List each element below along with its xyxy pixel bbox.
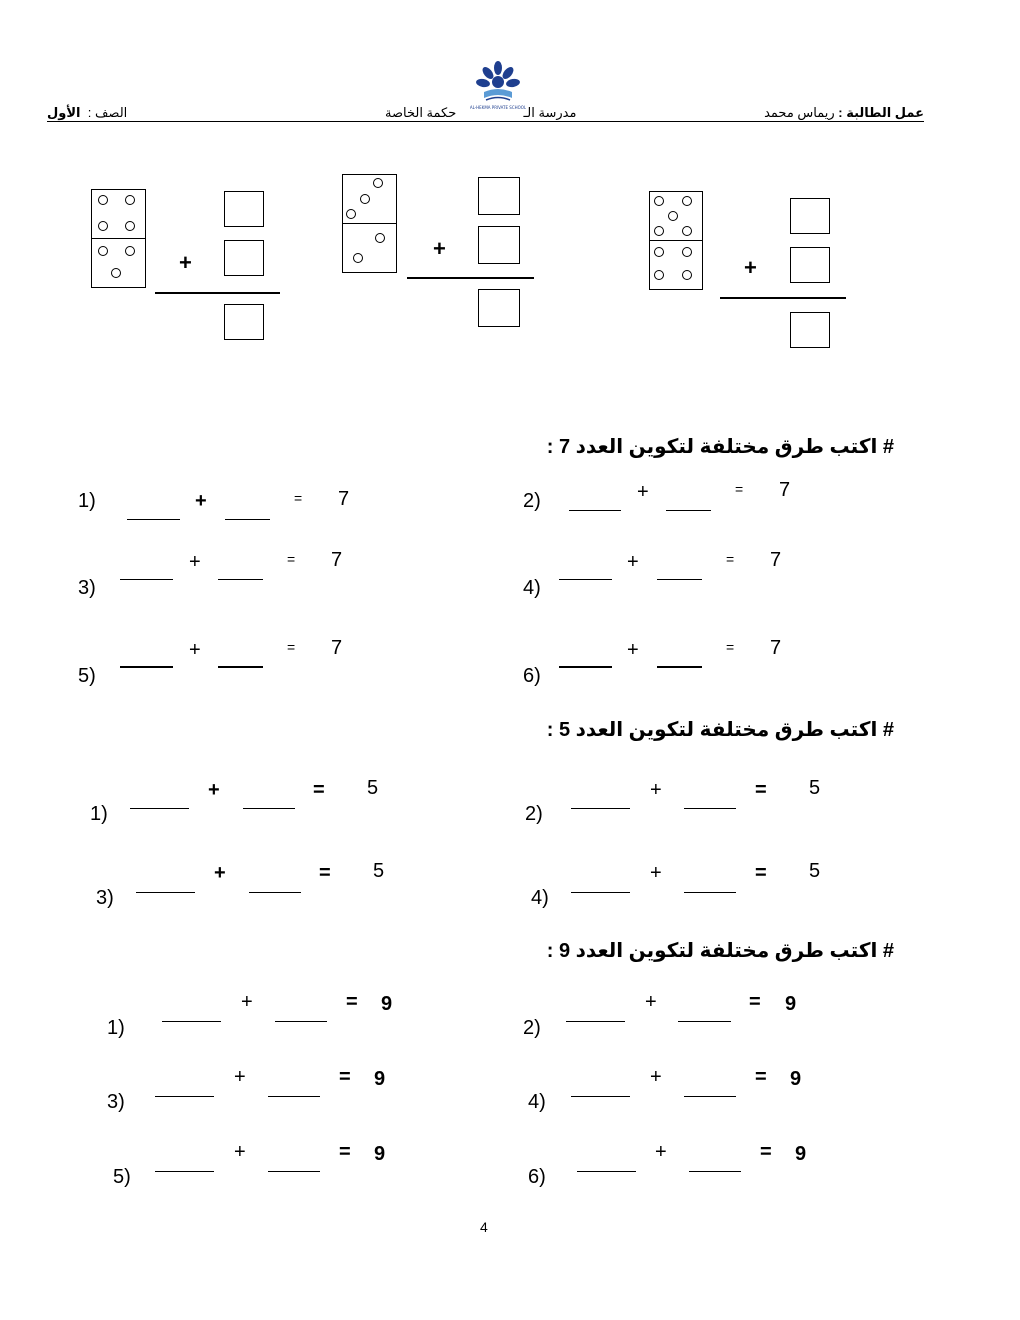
- row-label: 6): [523, 665, 541, 687]
- plus-sign: +: [195, 490, 207, 512]
- target-value: 9: [374, 1143, 386, 1165]
- row-label: 3): [107, 1091, 125, 1113]
- equals-sign: =: [339, 1066, 351, 1088]
- domino-card: [342, 174, 397, 273]
- target-value: 9: [381, 993, 393, 1015]
- grade-info: [47, 105, 127, 121]
- sum-line: [720, 297, 846, 299]
- equals-sign: =: [755, 1066, 767, 1088]
- page-number: 4: [480, 1219, 488, 1235]
- equals-sign: =: [294, 490, 303, 506]
- target-value: 5: [809, 777, 821, 799]
- school-prefix: مدرسة الـ: [523, 105, 577, 120]
- answer-blank[interactable]: [666, 510, 711, 511]
- row-label: 5): [78, 665, 96, 687]
- answer-blank[interactable]: [684, 808, 736, 809]
- answer-blank[interactable]: [120, 579, 173, 580]
- target-value: 7: [331, 637, 343, 659]
- answer-blank[interactable]: [225, 519, 270, 520]
- school-logo: [470, 58, 526, 120]
- plus-sign: +: [744, 255, 757, 280]
- target-value: 7: [338, 488, 350, 510]
- answer-blank[interactable]: [275, 1021, 327, 1022]
- equals-sign: =: [287, 639, 296, 655]
- pip: [373, 178, 383, 188]
- pip: [360, 194, 370, 204]
- row-label: 1): [90, 803, 108, 825]
- plus-sign: +: [189, 551, 201, 573]
- target-value: 7: [331, 549, 343, 571]
- equals-sign: =: [339, 1141, 351, 1163]
- answer-box[interactable]: [790, 312, 830, 348]
- row-label: 4): [523, 577, 541, 599]
- target-value: 7: [770, 549, 782, 571]
- answer-blank[interactable]: [566, 1021, 625, 1022]
- row-label: 6): [528, 1166, 546, 1188]
- logo-text: AL-HEKMA PRIVATE SCHOOL: [470, 105, 526, 110]
- plus-sign: +: [645, 991, 657, 1013]
- pip: [682, 226, 692, 236]
- row-label: 1): [107, 1017, 125, 1039]
- equals-sign: =: [287, 551, 296, 567]
- answer-box[interactable]: [478, 289, 520, 327]
- pip: [111, 268, 121, 278]
- plus-sign: +: [179, 250, 192, 275]
- target-value: 9: [374, 1068, 386, 1090]
- answer-blank[interactable]: [249, 892, 301, 893]
- pip: [98, 195, 108, 205]
- school-name-text: حكمة الخاصة: [385, 105, 457, 120]
- target-value: 7: [770, 637, 782, 659]
- row-label: 2): [523, 490, 541, 512]
- pip: [682, 196, 692, 206]
- answer-blank[interactable]: [155, 1096, 214, 1097]
- target-value: 5: [373, 860, 385, 882]
- row-label: 3): [96, 887, 114, 909]
- target-value: 7: [779, 479, 791, 501]
- row-label: 2): [525, 803, 543, 825]
- equals-sign: =: [313, 779, 325, 801]
- answer-blank[interactable]: [162, 1021, 221, 1022]
- answer-blank[interactable]: [689, 1171, 741, 1172]
- pip: [125, 195, 135, 205]
- answer-blank[interactable]: [155, 1171, 214, 1172]
- pip: [654, 270, 664, 280]
- answer-box[interactable]: [478, 177, 520, 215]
- pip: [682, 247, 692, 257]
- section-title-7: # اكتب طرق مختلفة لتكوين العدد 7 :: [546, 436, 894, 458]
- target-value: 5: [367, 777, 379, 799]
- plus-sign: +: [637, 481, 649, 503]
- pip: [125, 221, 135, 231]
- answer-blank[interactable]: [218, 666, 263, 668]
- answer-blank[interactable]: [684, 892, 736, 893]
- plus-sign: +: [650, 1066, 662, 1088]
- sum-line: [155, 292, 280, 294]
- plus-sign: +: [208, 779, 220, 801]
- plus-sign: +: [214, 862, 226, 884]
- equals-sign: =: [346, 991, 358, 1013]
- pip: [654, 226, 664, 236]
- equals-sign: =: [749, 991, 761, 1013]
- answer-blank[interactable]: [657, 666, 702, 668]
- pip: [654, 247, 664, 257]
- answer-blank[interactable]: [559, 579, 612, 580]
- answer-blank[interactable]: [130, 808, 189, 809]
- pip: [654, 196, 664, 206]
- sum-line: [407, 277, 534, 279]
- plus-sign: +: [655, 1141, 667, 1163]
- plus-sign: +: [627, 551, 639, 573]
- domino-card: [91, 189, 146, 288]
- row-label: 3): [78, 577, 96, 599]
- equals-sign: =: [319, 862, 331, 884]
- section-title-9: # اكتب طرق مختلفة لتكوين العدد 9 :: [546, 940, 894, 962]
- pip: [98, 221, 108, 231]
- domino-card: [649, 191, 703, 290]
- pip: [353, 253, 363, 263]
- grade-label: الصف :: [87, 105, 128, 120]
- plus-sign: +: [234, 1066, 246, 1088]
- answer-blank[interactable]: [127, 519, 180, 520]
- plus-sign: +: [241, 991, 253, 1013]
- target-value: 9: [795, 1143, 807, 1165]
- answer-box[interactable]: [478, 226, 520, 264]
- answer-blank[interactable]: [657, 579, 702, 580]
- answer-box[interactable]: [224, 304, 264, 340]
- answer-blank[interactable]: [571, 808, 630, 809]
- row-label: 5): [113, 1166, 131, 1188]
- target-value: 9: [785, 993, 797, 1015]
- answer-box[interactable]: [224, 191, 264, 227]
- plus-sign: +: [433, 236, 446, 261]
- plus-sign: +: [650, 862, 662, 884]
- plus-sign: +: [189, 639, 201, 661]
- answer-blank[interactable]: [268, 1096, 320, 1097]
- plus-sign: +: [650, 779, 662, 801]
- answer-blank[interactable]: [136, 892, 195, 893]
- answer-blank[interactable]: [218, 579, 263, 580]
- answer-box[interactable]: [224, 240, 264, 276]
- answer-blank[interactable]: [268, 1171, 320, 1172]
- target-value: 9: [790, 1068, 802, 1090]
- grade-value: الأول: [47, 105, 81, 120]
- answer-blank[interactable]: [120, 666, 173, 668]
- answer-box[interactable]: [790, 198, 830, 234]
- equals-sign: =: [726, 551, 735, 567]
- target-value: 5: [809, 860, 821, 882]
- plus-sign: +: [627, 639, 639, 661]
- answer-blank[interactable]: [571, 892, 630, 893]
- pip: [125, 246, 135, 256]
- row-label: 2): [523, 1017, 541, 1039]
- equals-sign: =: [755, 779, 767, 801]
- row-label: 4): [531, 887, 549, 909]
- pip: [98, 246, 108, 256]
- answer-blank[interactable]: [577, 1171, 636, 1172]
- header-divider: [47, 121, 924, 122]
- answer-blank[interactable]: [678, 1021, 731, 1022]
- answer-blank[interactable]: [684, 1096, 736, 1097]
- pip: [375, 233, 385, 243]
- answer-blank[interactable]: [559, 666, 612, 668]
- equals-sign: =: [755, 862, 767, 884]
- student-info: [764, 105, 924, 121]
- student-label: عمل الطالبة :: [838, 105, 924, 120]
- plus-sign: +: [234, 1141, 246, 1163]
- row-label: 4): [528, 1091, 546, 1113]
- row-label: 1): [78, 490, 96, 512]
- section-title-5: # اكتب طرق مختلفة لتكوين العدد 5 :: [546, 719, 894, 741]
- student-name: ريماس محمد: [764, 105, 835, 120]
- answer-blank[interactable]: [243, 808, 295, 809]
- pip: [682, 270, 692, 280]
- equals-sign: =: [726, 639, 735, 655]
- pip: [346, 209, 356, 219]
- equals-sign: =: [760, 1141, 772, 1163]
- pip: [668, 211, 678, 221]
- answer-box[interactable]: [790, 247, 830, 283]
- answer-blank[interactable]: [569, 510, 621, 511]
- equals-sign: =: [735, 481, 744, 497]
- answer-blank[interactable]: [571, 1096, 630, 1097]
